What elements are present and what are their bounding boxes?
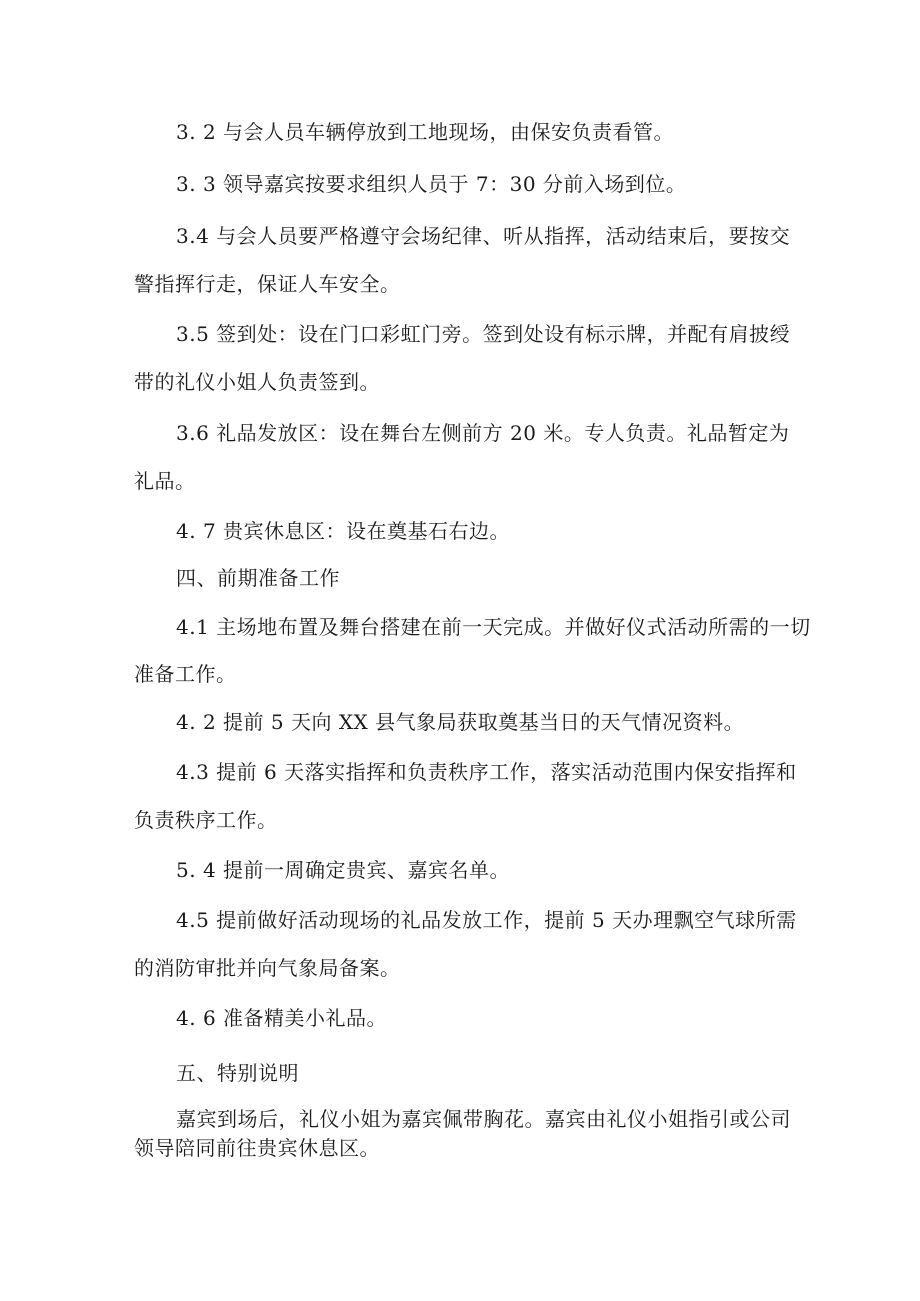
paragraph-3-6-line-2: 礼品。 xyxy=(134,469,196,493)
paragraph-5-4: 5. 4 提前一周确定贵宾、嘉宾名单。 xyxy=(176,858,511,882)
paragraph-3-5-line-1: 3.5 签到处：设在门口彩虹门旁。签到处设有标示牌，并配有肩披绶 xyxy=(176,322,791,346)
paragraph-4-1-line-1: 4.1 主场地布置及舞台搭建在前一天完成。并做好仪式活动所需的一切 xyxy=(176,615,811,639)
paragraph-3-2: 3. 2 与会人员车辆停放到工地现场，由保安负责看管。 xyxy=(176,120,675,144)
paragraph-3-4-line-2: 警指挥行走，保证人车安全。 xyxy=(134,272,401,296)
paragraph-4-5-line-2: 的消防审批并向气象局备案。 xyxy=(134,956,401,980)
paragraph-3-6-line-1: 3.6 礼品发放区：设在舞台左侧前方 20 米。专人负责。礼品暂定为 xyxy=(176,421,790,445)
paragraph-4-2: 4. 2 提前 5 天向 XX 县气象局获取奠基当日的天气情况资料。 xyxy=(176,710,745,734)
section-heading-4: 四、前期准备工作 xyxy=(176,566,340,590)
paragraph-4-3-line-2: 负责秩序工作。 xyxy=(134,808,278,832)
paragraph-3-3: 3. 3 领导嘉宾按要求组织人员于 7：30 分前入场到位。 xyxy=(176,172,687,196)
paragraph-4-6: 4. 6 准备精美小礼品。 xyxy=(176,1006,388,1030)
paragraph-3-5-line-2: 带的礼仪小姐人负责签到。 xyxy=(134,370,380,394)
paragraph-4-7: 4. 7 贵宾休息区：设在奠基石右边。 xyxy=(176,519,511,543)
paragraph-3-4-line-1: 3.4 与会人员要严格遵守会场纪律、听从指挥，活动结束后，要按交 xyxy=(176,224,791,248)
special-note-line-1: 嘉宾到场后，礼仪小姐为嘉宾佩带胸花。嘉宾由礼仪小姐指引或公司 xyxy=(176,1107,791,1131)
paragraph-4-3-line-1: 4.3 提前 6 天落实指挥和负责秩序工作，落实活动范围内保安指挥和 xyxy=(176,760,797,784)
special-note-line-2: 领导陪同前往贵宾休息区。 xyxy=(134,1136,380,1160)
paragraph-4-5-line-1: 4.5 提前做好活动现场的礼品发放工作，提前 5 天办理飘空气球所需 xyxy=(176,908,797,932)
section-heading-5: 五、特别说明 xyxy=(176,1061,299,1085)
paragraph-4-1-line-2: 准备工作。 xyxy=(134,662,237,686)
